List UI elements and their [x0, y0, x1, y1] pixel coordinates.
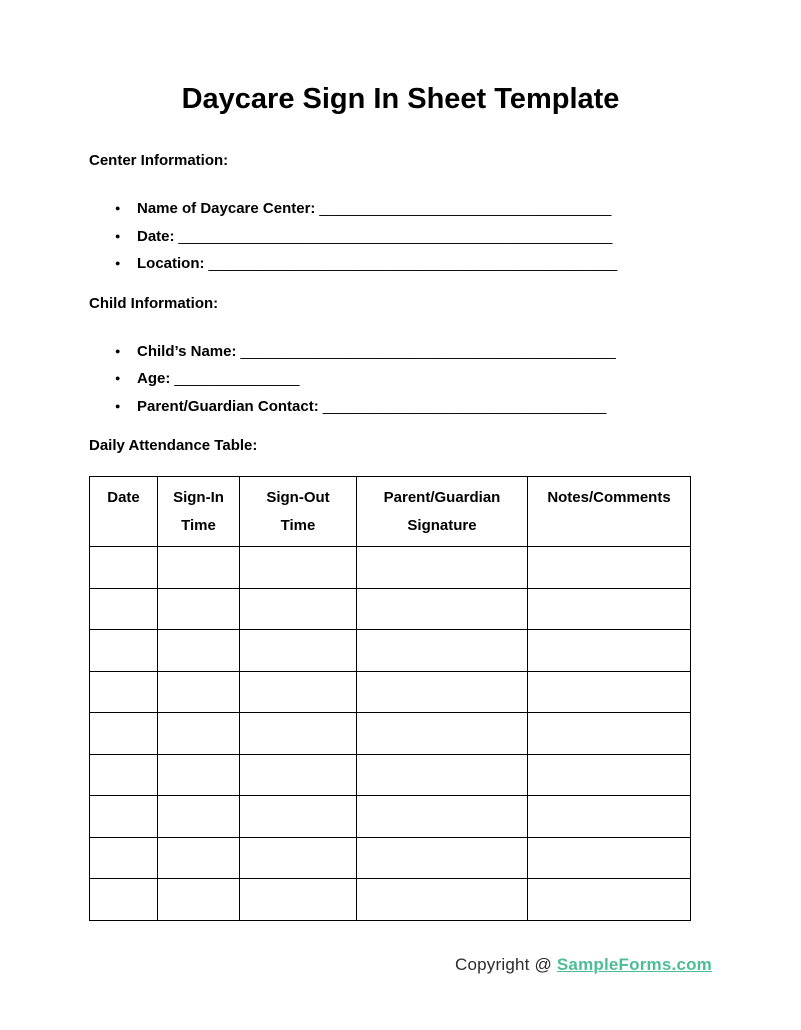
attendance-row: [90, 796, 691, 838]
center-information-list: [89, 195, 712, 278]
attendance-cell: [240, 713, 357, 755]
col-header-line: Time: [280, 517, 316, 534]
attendance-cell: [528, 713, 691, 755]
attendance-cell: [158, 671, 240, 713]
attendance-cell: [528, 796, 691, 838]
attendance-row: [90, 547, 691, 589]
attendance-cell: [90, 713, 158, 755]
attendance-cell: [90, 754, 158, 796]
attendance-cell: [357, 547, 528, 589]
col-header-line: Signature: [407, 517, 477, 534]
attendance-cell: [240, 796, 357, 838]
attendance-cell: [357, 588, 528, 630]
attendance-cell: [357, 879, 528, 921]
section-heading-center-information: Center Information:: [89, 152, 229, 169]
attendance-header-row: [90, 477, 691, 547]
attendance-cell: [357, 713, 528, 755]
attendance-row: [90, 713, 691, 755]
attendance-cell: [90, 547, 158, 589]
attendance-cell: [158, 754, 240, 796]
attendance-cell: [240, 547, 357, 589]
field-label: Name of Daycare Center:: [137, 200, 316, 217]
attendance-cell: [90, 671, 158, 713]
attendance-row: [90, 754, 691, 796]
col-header-date: [90, 477, 158, 547]
attendance-cell: [357, 671, 528, 713]
field-label: Parent/Guardian Contact:: [137, 397, 319, 415]
copyright-text: Copyright @: [455, 954, 557, 974]
bullet-icon: ●: [115, 230, 121, 241]
attendance-cell: [90, 796, 158, 838]
attendance-cell: [90, 837, 158, 879]
attendance-cell: [90, 588, 158, 630]
attendance-cell: [528, 588, 691, 630]
attendance-cell: [240, 754, 357, 796]
blank-line: __________________________________: [322, 397, 607, 415]
attendance-row: [90, 671, 691, 713]
field-age: [89, 365, 712, 393]
attendance-cell: [240, 630, 357, 672]
attendance-cell: [528, 837, 691, 879]
bullet-icon: ●: [115, 258, 121, 268]
bullet-icon: ●: [115, 203, 121, 213]
attendance-cell: [240, 879, 357, 921]
section-heading-child-information: Child Information:: [89, 294, 219, 312]
col-header-sign-out-time: [240, 477, 357, 547]
attendance-cell: [240, 837, 357, 879]
col-header-sign-in-time: [158, 477, 240, 547]
blank-line: _________________________________________________: [208, 255, 618, 272]
blank-line: ___________________________________: [319, 200, 612, 217]
bullet-icon: ●: [115, 400, 121, 411]
attendance-table: [89, 476, 691, 921]
attendance-cell: [357, 837, 528, 879]
section-heading-daily-attendance-table: Daily Attendance Table:: [89, 437, 258, 454]
sampleforms-link[interactable]: SampleForms.com: [556, 954, 712, 974]
bullet-icon: ●: [115, 345, 121, 356]
attendance-cell: [158, 630, 240, 672]
field-parent-guardian-contact: [89, 393, 712, 421]
attendance-cell: [528, 547, 691, 589]
attendance-table-head: [90, 477, 691, 547]
field-label: Age:: [137, 370, 171, 387]
attendance-cell: [158, 713, 240, 755]
attendance-cell: [528, 671, 691, 713]
footer: [89, 954, 712, 976]
field-childs-name: [89, 338, 712, 366]
bullet-icon: ●: [115, 373, 121, 383]
attendance-row: [90, 837, 691, 879]
col-header-line: Sign-In: [173, 489, 224, 506]
col-header-parent-guardian-signature: [357, 477, 528, 547]
attendance-row: [90, 879, 691, 921]
attendance-cell: [357, 796, 528, 838]
blank-line: _____________________________________________: [240, 342, 616, 360]
field-label: Location:: [137, 255, 205, 272]
attendance-cell: [90, 879, 158, 921]
col-header-line: Parent/Guardian: [383, 489, 501, 506]
attendance-cell: [158, 588, 240, 630]
blank-line: ____________________________________________________: [178, 227, 613, 245]
attendance-cell: [528, 754, 691, 796]
col-header-line: Notes/Comments: [547, 489, 671, 506]
attendance-cell: [528, 879, 691, 921]
field-label: Child’s Name:: [137, 342, 237, 360]
col-header-line: Sign-Out: [266, 489, 330, 506]
attendance-cell: [240, 588, 357, 630]
field-date: [89, 223, 712, 251]
col-header-line: Date: [107, 489, 140, 506]
attendance-cell: [357, 630, 528, 672]
attendance-row: [90, 588, 691, 630]
attendance-cell: [158, 837, 240, 879]
attendance-cell: [357, 754, 528, 796]
field-name-of-daycare-center: [89, 195, 712, 223]
attendance-cell: [90, 630, 158, 672]
page-title: Daycare Sign In Sheet Template: [181, 83, 620, 115]
attendance-cell: [240, 671, 357, 713]
field-label: Date:: [137, 227, 175, 245]
attendance-cell: [158, 796, 240, 838]
field-location: [89, 250, 712, 278]
col-header-line: Time: [181, 517, 216, 534]
attendance-cell: [528, 630, 691, 672]
attendance-cell: [158, 879, 240, 921]
attendance-table-body: [90, 547, 691, 921]
attendance-row: [90, 630, 691, 672]
attendance-cell: [158, 547, 240, 589]
blank-line: _______________: [174, 370, 300, 387]
child-information-list: [89, 338, 712, 421]
col-header-notes-comments: [528, 477, 691, 547]
